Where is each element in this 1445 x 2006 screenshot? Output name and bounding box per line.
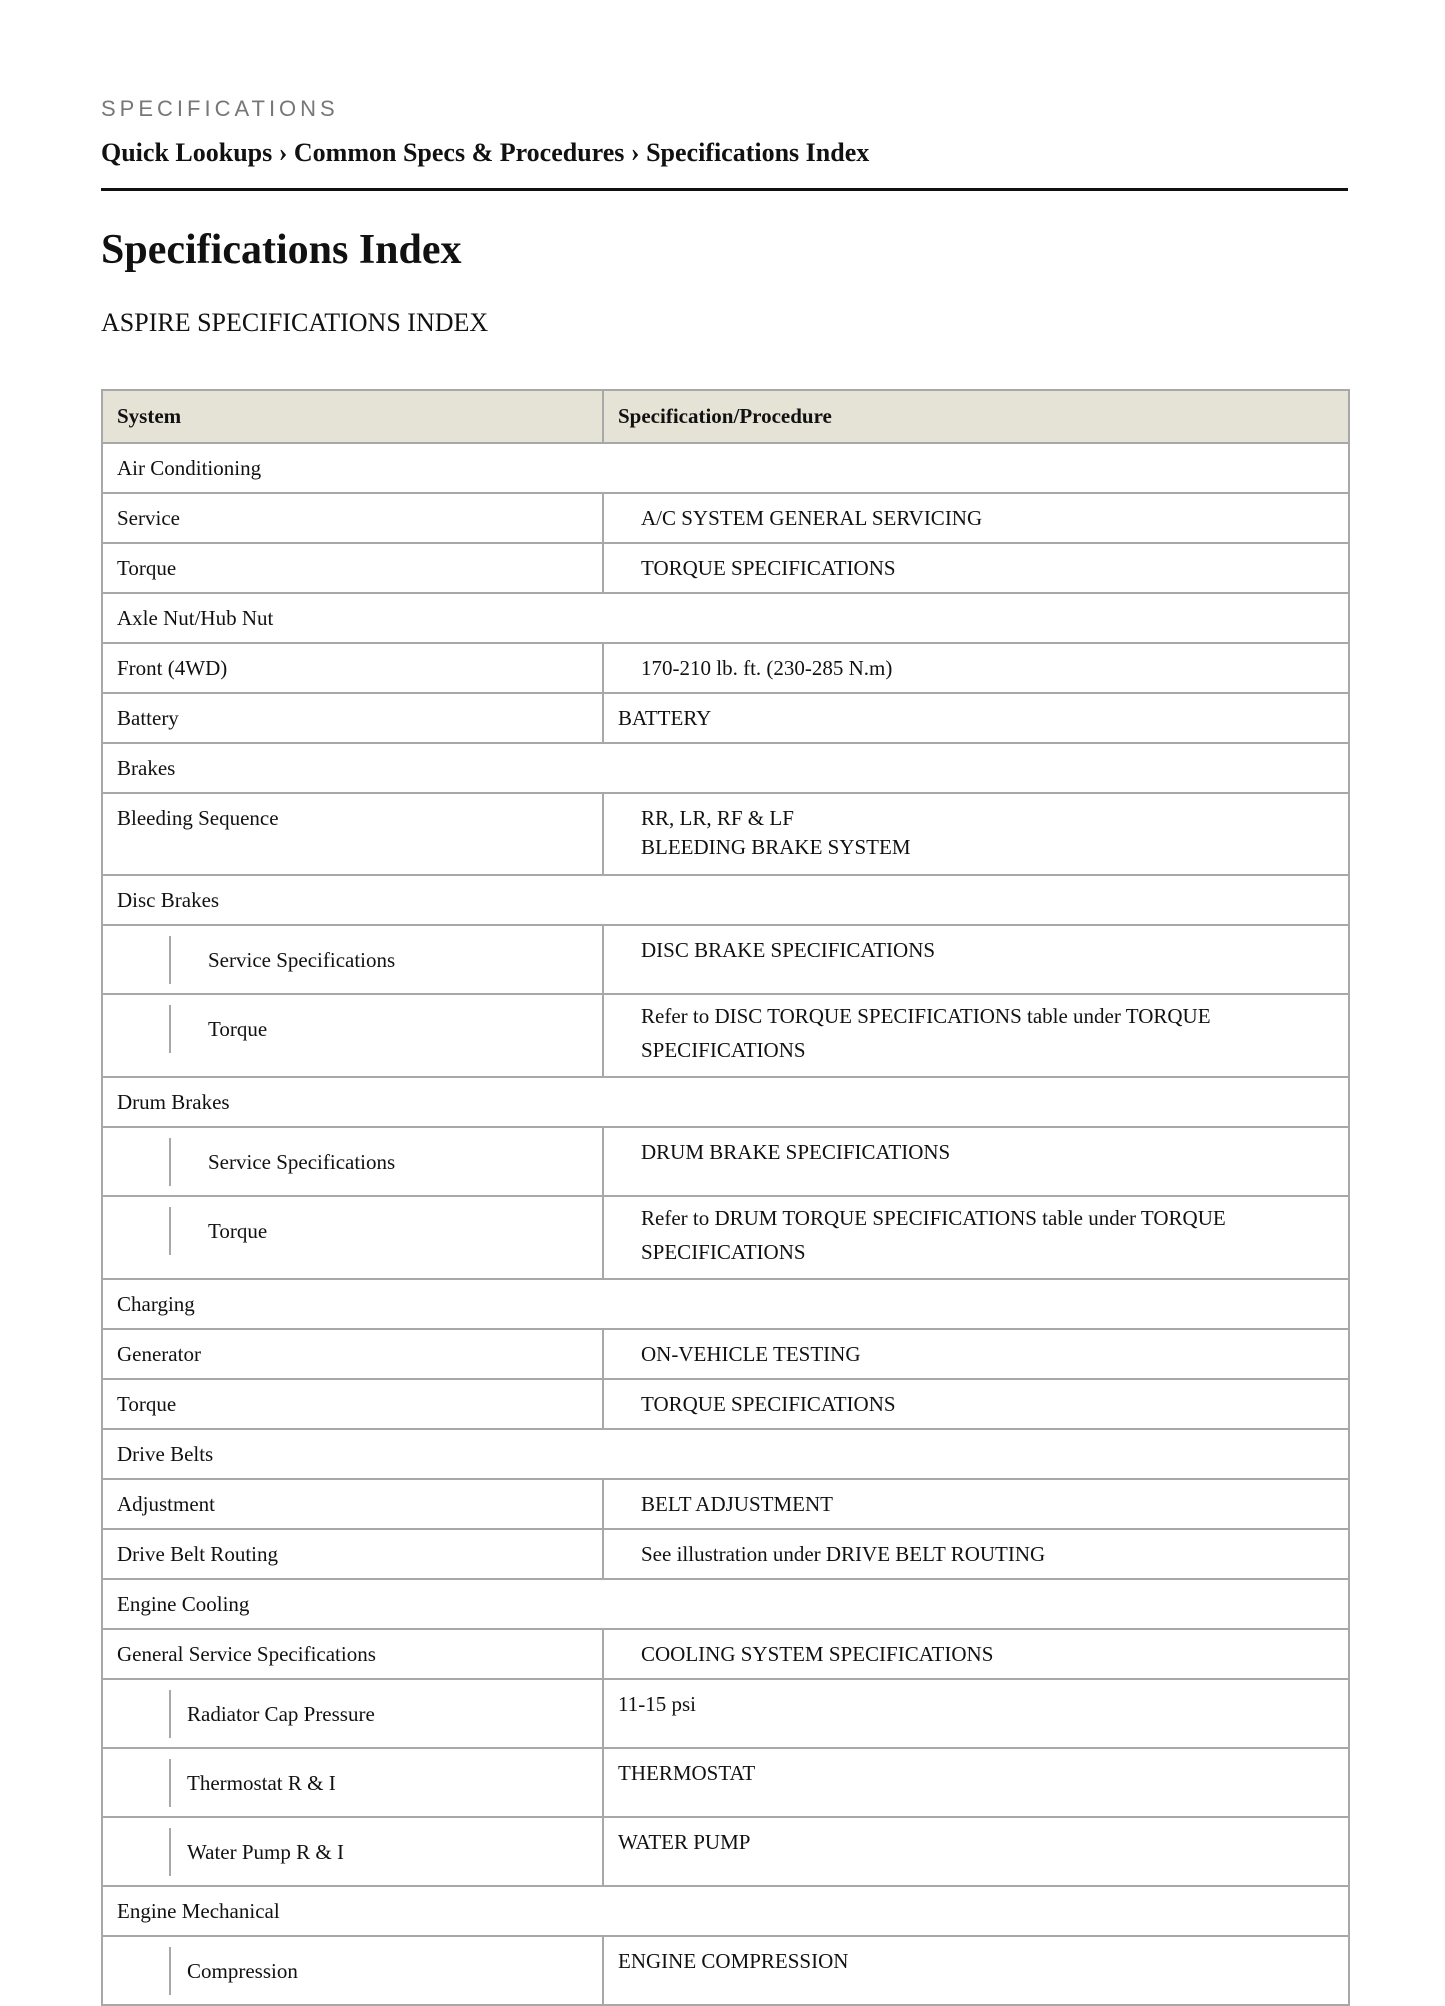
system-cell: Battery bbox=[102, 693, 603, 743]
table-row bbox=[102, 1679, 1349, 1748]
spec-cell: DRUM BRAKE SPECIFICATIONS bbox=[603, 1127, 1349, 1196]
system-label: Torque bbox=[208, 1219, 268, 1243]
system-label: Compression bbox=[187, 1959, 298, 1983]
table-row bbox=[102, 1629, 1349, 1679]
table-row bbox=[102, 875, 1349, 925]
table-row bbox=[102, 1579, 1349, 1629]
table-row bbox=[102, 1748, 1349, 1817]
spec-cell: BELT ADJUSTMENT bbox=[603, 1479, 1349, 1529]
spec-cell: COOLING SYSTEM SPECIFICATIONS bbox=[603, 1629, 1349, 1679]
spec-cell: TORQUE SPECIFICATIONS bbox=[603, 543, 1349, 593]
indent-spacer bbox=[117, 936, 171, 984]
table-row bbox=[102, 925, 1349, 994]
system-cell bbox=[102, 994, 603, 1077]
system-cell: Adjustment bbox=[102, 1479, 603, 1529]
table-row bbox=[102, 1379, 1349, 1429]
system-group-cell: Axle Nut/Hub Nut bbox=[102, 593, 1349, 643]
indent-spacer bbox=[117, 1207, 171, 1255]
spec-cell: THERMOSTAT bbox=[603, 1748, 1349, 1817]
table-row bbox=[102, 1936, 1349, 2005]
system-group-cell: Engine Cooling bbox=[102, 1579, 1349, 1629]
table-header-row bbox=[102, 390, 1349, 443]
system-cell bbox=[102, 1196, 603, 1279]
system-label: Water Pump R & I bbox=[187, 1840, 344, 1864]
system-cell: Generator bbox=[102, 1329, 603, 1379]
table-row bbox=[102, 1886, 1349, 1936]
column-header-spec: Specification/Procedure bbox=[603, 390, 1349, 443]
spec-cell: DISC BRAKE SPECIFICATIONS bbox=[603, 925, 1349, 994]
system-label: Service Specifications bbox=[208, 948, 396, 972]
table-row bbox=[102, 1817, 1349, 1886]
system-label: Torque bbox=[208, 1017, 268, 1041]
table-row bbox=[102, 1127, 1349, 1196]
spec-cell: ENGINE COMPRESSION bbox=[603, 1936, 1349, 2005]
indent-spacer bbox=[117, 1005, 171, 1053]
spec-line: BLEEDING BRAKE SYSTEM bbox=[641, 835, 911, 859]
indent-spacer bbox=[117, 1759, 171, 1807]
table-row bbox=[102, 1429, 1349, 1479]
column-header-system: System bbox=[102, 390, 603, 443]
system-cell bbox=[102, 1817, 603, 1886]
indent-spacer bbox=[117, 1828, 171, 1876]
system-group-cell: Engine Mechanical bbox=[102, 1886, 1349, 1936]
table-row bbox=[102, 443, 1349, 493]
system-cell: Torque bbox=[102, 543, 603, 593]
indent-spacer bbox=[117, 1138, 171, 1186]
table-row bbox=[102, 743, 1349, 793]
table-row bbox=[102, 793, 1349, 875]
indent-spacer bbox=[117, 1690, 171, 1738]
system-label: Service Specifications bbox=[208, 1150, 396, 1174]
system-cell: Service bbox=[102, 493, 603, 543]
spec-line: RR, LR, RF & LF bbox=[641, 806, 794, 830]
system-cell bbox=[102, 1748, 603, 1817]
table-row bbox=[102, 643, 1349, 693]
spec-cell: WATER PUMP bbox=[603, 1817, 1349, 1886]
spec-cell: See illustration under DRIVE BELT ROUTING bbox=[603, 1529, 1349, 1579]
system-cell: Drive Belt Routing bbox=[102, 1529, 603, 1579]
table-row bbox=[102, 1196, 1349, 1279]
table-row bbox=[102, 543, 1349, 593]
spec-cell: Refer to DRUM TORQUE SPECIFICATIONS table under TORQUE SPECIFICATIONS bbox=[603, 1196, 1349, 1279]
system-subgroup-cell: Disc Brakes bbox=[102, 875, 1349, 925]
spec-cell: Refer to DISC TORQUE SPECIFICATIONS table under TORQUE SPECIFICATIONS bbox=[603, 994, 1349, 1077]
table-row bbox=[102, 1077, 1349, 1127]
system-cell bbox=[102, 925, 603, 994]
system-group-cell: Drive Belts bbox=[102, 1429, 1349, 1479]
system-cell bbox=[102, 1679, 603, 1748]
breadcrumb: Quick Lookups › Common Specs & Procedures › Specifications Index bbox=[101, 138, 870, 167]
spec-cell: A/C SYSTEM GENERAL SERVICING bbox=[603, 493, 1349, 543]
system-label: Radiator Cap Pressure bbox=[187, 1702, 375, 1726]
system-group-cell: Brakes bbox=[102, 743, 1349, 793]
system-cell bbox=[102, 1936, 603, 2005]
table-row bbox=[102, 1529, 1349, 1579]
spec-cell: 170-210 lb. ft. (230-285 N.m) bbox=[603, 643, 1349, 693]
table-row bbox=[102, 593, 1349, 643]
table-row bbox=[102, 1279, 1349, 1329]
system-label: Thermostat R & I bbox=[187, 1771, 336, 1795]
spec-cell: TORQUE SPECIFICATIONS bbox=[603, 1379, 1349, 1429]
spec-cell: 11-15 psi bbox=[603, 1679, 1349, 1748]
spec-cell: BATTERY bbox=[603, 693, 1349, 743]
system-cell: Front (4WD) bbox=[102, 643, 603, 693]
system-subgroup-cell: Drum Brakes bbox=[102, 1077, 1349, 1127]
system-cell: Torque bbox=[102, 1379, 603, 1429]
system-cell bbox=[102, 1127, 603, 1196]
table-row bbox=[102, 1329, 1349, 1379]
system-cell: Bleeding Sequence bbox=[102, 793, 603, 875]
table-row bbox=[102, 693, 1349, 743]
table-row bbox=[102, 994, 1349, 1077]
spec-cell bbox=[603, 793, 1349, 875]
page-subtitle: ASPIRE SPECIFICATIONS INDEX bbox=[101, 308, 489, 337]
spec-cell: ON-VEHICLE TESTING bbox=[603, 1329, 1349, 1379]
section-kicker: SPECIFICATIONS bbox=[101, 96, 339, 121]
table-row bbox=[102, 493, 1349, 543]
system-group-cell: Charging bbox=[102, 1279, 1349, 1329]
header-divider bbox=[101, 188, 1348, 191]
table-row bbox=[102, 1479, 1349, 1529]
specifications-table bbox=[101, 389, 1350, 2006]
page-title: Specifications Index bbox=[101, 227, 462, 273]
indent-spacer bbox=[117, 1947, 171, 1995]
system-cell: General Service Specifications bbox=[102, 1629, 603, 1679]
system-group-cell: Air Conditioning bbox=[102, 443, 1349, 493]
